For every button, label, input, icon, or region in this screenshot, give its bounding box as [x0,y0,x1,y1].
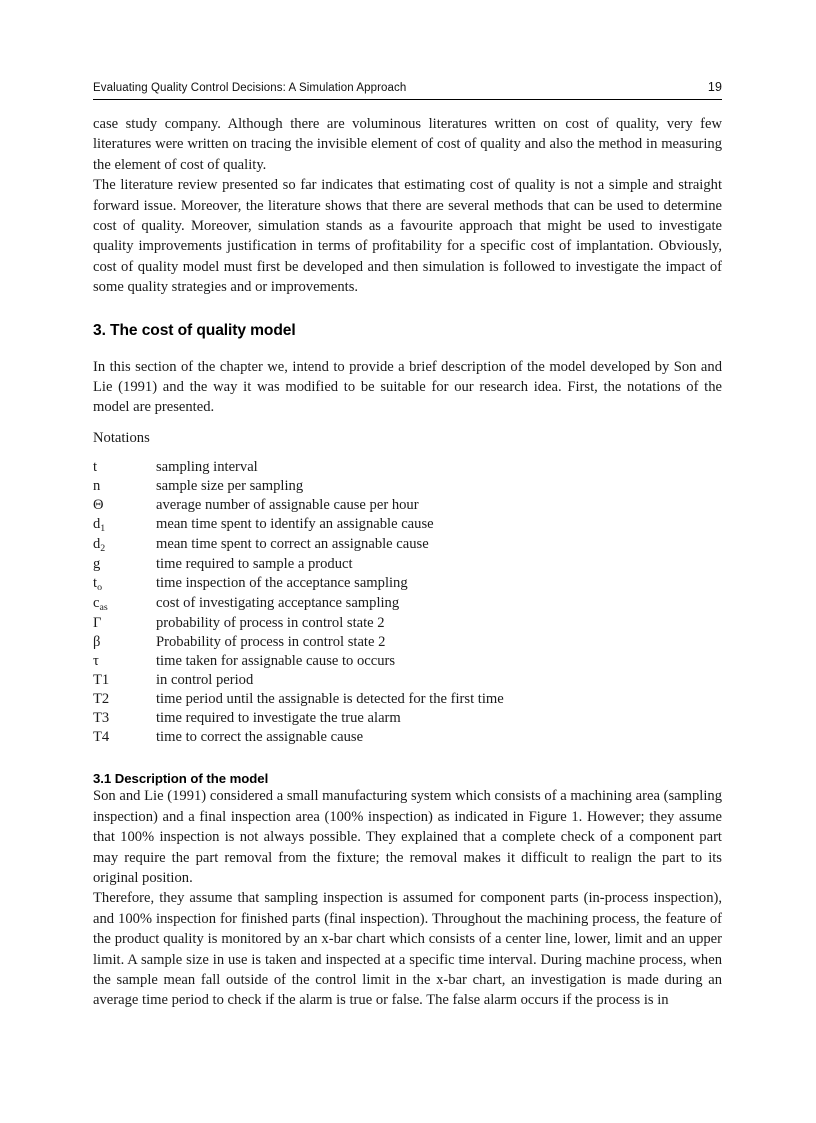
notation-description: mean time spent to correct an assignable cause [156,536,429,553]
notation-symbol: n [93,478,101,495]
notation-symbol: T1 [93,672,110,689]
notation-description: time to correct the assignable cause [156,729,364,746]
spacer [93,448,722,458]
notation-symbol-subscript: 1 [100,523,106,535]
notation-description: sampling interval [156,459,258,476]
notations-table [93,458,722,747]
notation-description: time required to sample a product [156,556,353,573]
notation-row [93,594,722,614]
notation-description: probability of process in control state 2 [156,615,385,632]
section-heading-3-1: 3.1 Description of the model [93,771,269,787]
notation-symbol: t [93,459,98,476]
notation-row [93,633,722,652]
notation-row [93,535,722,555]
notations-table-body [93,458,722,747]
spacer [93,418,722,428]
notation-row [93,671,722,690]
notation-row [93,574,722,594]
notation-description: in control period [156,672,254,689]
notation-symbol: Γ [93,615,102,632]
notation-symbol: Θ [93,497,104,514]
notation-symbol: $d_2$ [93,536,106,555]
paragraph-literature-review: The literature review presented so far indicates that estimating cost of quality is not a simple and straight forward issue. Moreover, the literature shows that there are several methods that can be used to determine cost of quality. Moreover, simulation stands as a favourite approach that might be used to investigate quality improvements justification in terms of profitability for a specific cost of implantation. Obviously, cost of quality model must first be developed and then simulation is followed to investigate the impact of some quality strategies and or improvements. [93,177,722,296]
spacer [93,747,722,771]
notation-symbol: β [93,634,101,651]
notation-symbol-subscript: o [97,582,103,594]
notation-row [93,496,722,515]
notation-row [93,652,722,671]
notation-description: cost of investigating acceptance sampling [156,595,400,612]
notation-description: time taken for assignable cause to occurs [156,653,396,670]
notation-description: time period until the assignable is detected for the first time [156,691,504,708]
notation-description: average number of assignable cause per hour [156,497,419,514]
notation-symbol: T2 [93,691,110,708]
notations-label: Notations [93,429,150,446]
paragraph-section-intro: In this section of the chapter we, intend to provide a brief description of the model developed by Son and Lie (1991) and the way it was modified to be suitable for our research idea. First, the notations of the model are presented. [93,358,722,416]
notation-row [93,515,722,535]
paragraph-continuation: case study company. Although there are voluminous literatures written on cost of quality, very few literatures were written on tracing the invisible element of cost of quality and also the method in measuring the element of cost of quality. [93,116,722,173]
section-heading-3: 3. The cost of quality model [93,321,296,339]
notation-symbol-subscript: as [99,602,108,614]
notation-row [93,555,722,574]
notation-symbol: $t_o$ [93,575,103,594]
notation-description: time required to investigate the true alarm [156,710,401,727]
notation-description: time inspection of the acceptance sampling [156,575,408,592]
notation-description: mean time spent to identify an assignable cause [156,516,434,533]
spacer [93,340,722,357]
notation-symbol: $d_1$ [93,516,106,535]
paragraph-model-description: Son and Lie (1991) considered a small manufacturing system which consists of a machining area (sampling inspection) and a final inspection area (100% inspection) as indicated in Figure 1. However; they assume that 100% inspection is not always possible. They explained that a complete check of a component part may require the part removal from the fixture; the removal makes it difficult to realign the part to its original position. [93,788,722,886]
notation-symbol: g [93,556,101,573]
notation-description: sample size per sampling [156,478,304,495]
notation-row [93,728,722,747]
notation-symbol: T4 [93,729,110,746]
header-title: Evaluating Quality Control Decisions: A Simulation Approach [93,82,407,94]
notation-description: Probability of process in control state 2 [156,634,386,651]
notation-symbol: $c_{as}$ [93,595,108,614]
page-number: 19 [707,80,722,94]
running-header [93,80,722,94]
notation-row [93,614,722,633]
notation-symbol: τ [93,653,99,670]
paragraph-sampling-inspection: Therefore, they assume that sampling inspection is assumed for component parts (in-process inspection), and 100% inspection for finished parts (final inspection). Throughout the machining process, the feature of the product quality is monitored by an x-bar chart which consists of a center line, lower, limit and an upper limit. A sample size in use is taken and inspected at a specific time interval. During machine process, when the sample mean fall outside of the control limit in the x-bar chart, an investigation is made during an average time period to check if the alarm is true or false. The false alarm occurs if the process is in [93,890,722,1009]
spacer [93,298,722,322]
notation-row [93,477,722,496]
page-body [93,114,722,1011]
notation-row [93,709,722,728]
header-rule [93,99,722,100]
notation-symbol-subscript: 2 [100,543,106,555]
notation-symbol: T3 [93,710,110,727]
notation-row [93,458,722,477]
notation-row [93,690,722,709]
